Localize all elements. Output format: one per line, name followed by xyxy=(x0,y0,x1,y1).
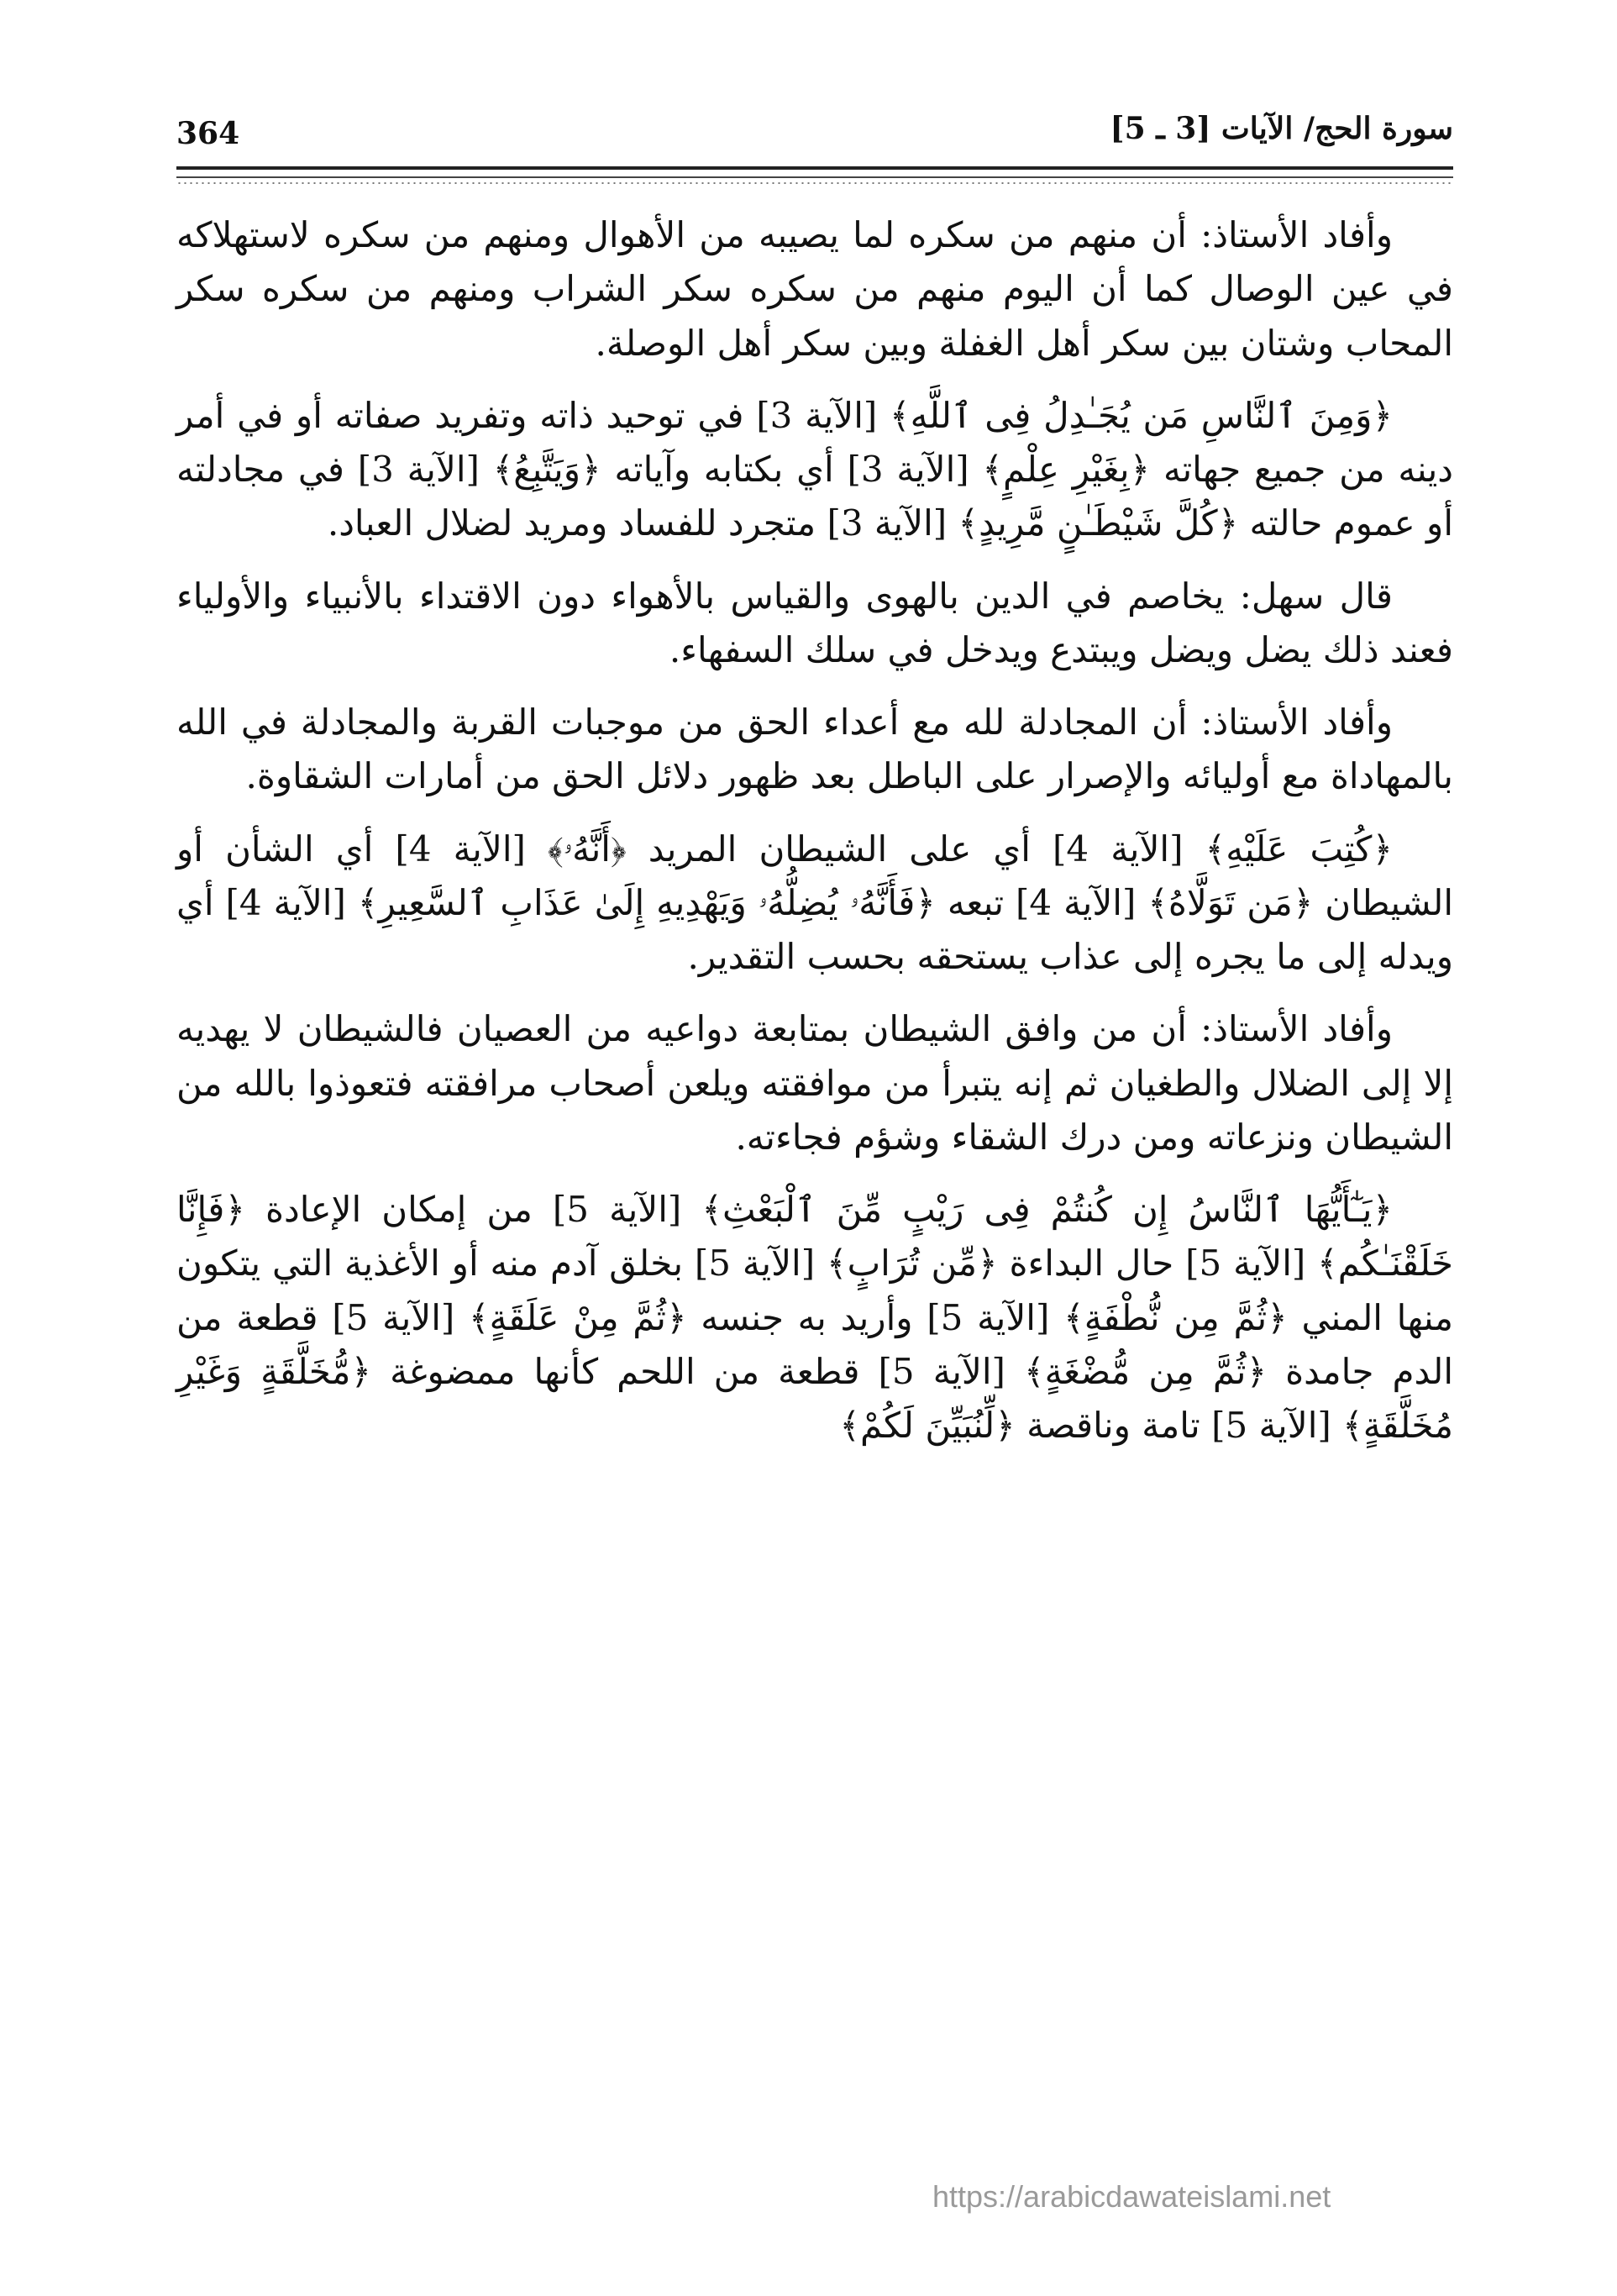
header-rule-dotted xyxy=(176,181,1453,185)
paragraph: قال سهل: يخاصم في الدين بالهوى والقياس بالأهواء دون الاقتداء بالأنبياء والأولياء فعند ذلك يضل ويضل ويبتدع ويدخل في سلك السفهاء. xyxy=(176,575,1453,670)
paragraph: ﴿وَمِنَ ٱلنَّاسِ مَن يُجَـٰدِلُ فِى ٱللَّهِ﴾ [الآية 3] في توحيد ذاته وتفريد صفاته أو في أمر دينه من جميع جهاته ﴿بِغَيْرِ عِلْمٍ﴾ [الآية 3] أي بكتابه وآياته ﴿وَيَتَّبِعُ﴾ [الآية 3] في مجادلته أو عموم حالته ﴿كُلَّ شَيْطَـٰنٍ مَّرِيدٍ﴾ [الآية 3] متجرد للفساد ومريد لضلال العباد. xyxy=(176,394,1453,544)
paragraph: ﴿كُتِبَ عَلَيْهِ﴾ [الآية 4] أي على الشيطان المريد ﴿أَنَّهُۥ﴾ [الآية 4] أي الشأن أو الشيطان ﴿مَن تَوَلَّاهُ﴾ [الآية 4] تبعه ﴿فَأَنَّهُۥ يُضِلُّهُۥ وَيَهْدِيهِ إِلَىٰ عَذَابِ ٱلسَّعِيرِ﴾ [الآية 4] أي ويدله إلى ما يجره إلى عذاب يستحقه بحسب التقدير. xyxy=(176,828,1454,977)
paragraph: وأفاد الأستاذ: أن من وافق الشيطان بمتابعة دواعيه من العصيان فالشيطان لا يهديه إلا إلى الضلال والطغيان ثم إنه يتبرأ من موافقته ويلعن أصحاب مرافقته فتعوذوا بالله من الشيطان ونزعاته ومن درك الشقاء وشؤم فجاءته. xyxy=(176,1008,1453,1158)
page-number: 364 xyxy=(176,116,240,151)
paragraph: وأفاد الأستاذ: أن المجادلة لله مع أعداء الحق من موجبات القربة والمجادلة في الله بالمهاداة مع أوليائه والإصرار على الباطل بعد ظهور دلائل الحق من أمارات الشقاوة. xyxy=(176,701,1453,797)
page-header xyxy=(176,101,1453,160)
page-body xyxy=(176,208,1453,1471)
running-title: سورة الحج/ الآيات [3 ـ 5] xyxy=(1110,111,1453,146)
header-rule-thin xyxy=(176,176,1453,178)
header-rule-thick xyxy=(176,166,1453,170)
paragraph: وأفاد الأستاذ: أن منهم من سكره لما يصيبه من الأهوال ومنهم من سكره لاستهلاكه في عين الوصال كما أن اليوم منهم من سكره سكر الشراب ومنهم من سكره سكر المحاب وشتان بين سكر أهل الغفلة وبين سكر أهل الوصلة. xyxy=(176,214,1453,364)
paragraph: ﴿يَـٰٓأَيُّهَا ٱلنَّاسُ إِن كُنتُمْ فِى رَيْبٍ مِّنَ ٱلْبَعْثِ﴾ [الآية 5] من إمكان الإعادة ﴿فَإِنَّا خَلَقْنَـٰكُم﴾ [الآية 5] حال البداءة ﴿مِّن تُرَابٍ﴾ [الآية 5] بخلق آدم منه أو الأغذية التي يتكون منها المني ﴿ثُمَّ مِن نُّطْفَةٍ﴾ [الآية 5] وأريد به جنسه ﴿ثُمَّ مِنْ عَلَقَةٍ﴾ [الآية 5] قطعة من الدم جامدة ﴿ثُمَّ مِن مُّضْغَةٍ﴾ [الآية 5] قطعة من اللحم كأنها ممضوغة ﴿مُّخَلَّقَةٍ وَغَيْرِ مُخَلَّقَةٍ﴾ [الآية 5] تامة وناقصة ﴿لِّنُبَيِّنَ لَكُمْ﴾ xyxy=(176,1189,1453,1446)
watermark-url: https://arabicdawateislami.net xyxy=(932,2179,1331,2214)
